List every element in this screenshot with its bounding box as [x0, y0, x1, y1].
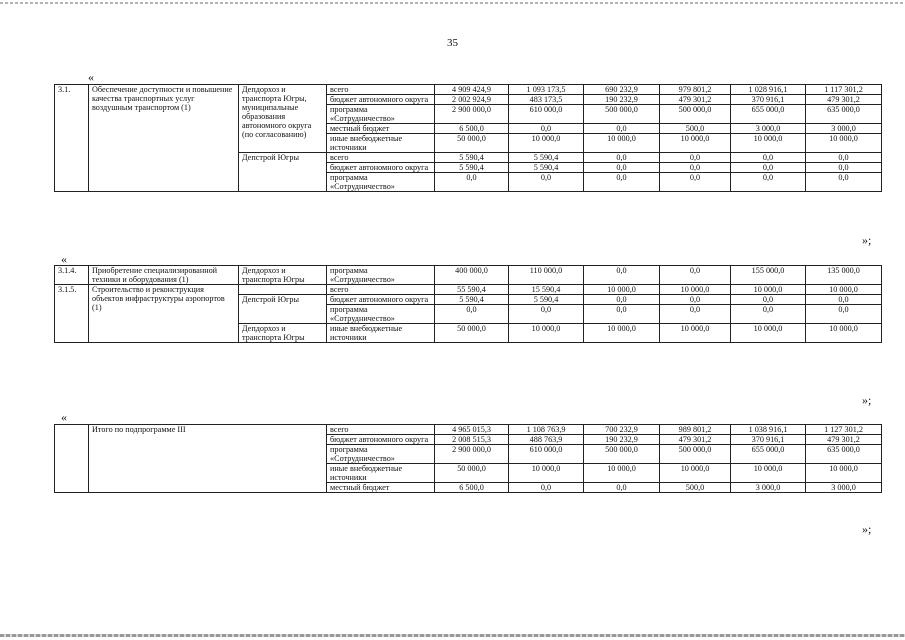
value-total: 4 965 015,3 — [435, 425, 509, 435]
executor-cell: Депстрой Югры — [239, 295, 327, 324]
value-year-1: 0,0 — [509, 483, 584, 493]
subprogram-table-section-3-1-4 — [54, 265, 882, 343]
executor-cell: Депдорхоз и транспорта Югры, муниципальные образования автономного округа (по согласованию) — [239, 85, 327, 153]
executor-cell: Депстрой Югры — [239, 153, 327, 192]
value-year-3: 500 000,0 — [660, 445, 731, 464]
row-code: 3.1.4. — [55, 266, 89, 285]
value-year-1: 488 763,9 — [509, 435, 584, 445]
value-year-4: 370 916,1 — [731, 95, 806, 105]
value-year-3: 10 000,0 — [660, 285, 731, 295]
value-year-1: 0,0 — [509, 124, 584, 134]
value-year-1: 610 000,0 — [509, 105, 584, 124]
value-total: 4 909 424,9 — [435, 85, 509, 95]
funding-source: бюджет автономного округа — [327, 95, 435, 105]
funding-source: программа «Сотрудничество» — [327, 266, 435, 285]
value-total: 55 590,4 — [435, 285, 509, 295]
value-year-5: 10 000,0 — [806, 285, 882, 295]
value-year-3: 0,0 — [660, 163, 731, 173]
value-year-1: 15 590,4 — [509, 285, 584, 295]
value-total: 0,0 — [435, 305, 509, 324]
total-label: Итого по подпрограмме III — [89, 425, 327, 493]
value-year-1: 5 590,4 — [509, 163, 584, 173]
value-year-2: 10 000,0 — [584, 134, 660, 153]
row-code: 3.1. — [55, 85, 89, 192]
funding-source: бюджет автономного округа — [327, 435, 435, 445]
value-year-2: 0,0 — [584, 305, 660, 324]
closing-quote: »; — [862, 233, 872, 247]
value-year-4: 0,0 — [731, 153, 806, 163]
value-total: 0,0 — [435, 173, 509, 192]
funding-source: всего — [327, 425, 435, 435]
value-year-2: 0,0 — [584, 124, 660, 134]
executor-cell: Депдорхоз и транспорта Югры — [239, 324, 327, 343]
value-year-2: 700 232,9 — [584, 425, 660, 435]
value-year-2: 500 000,0 — [584, 105, 660, 124]
funding-source: программа «Сотрудничество» — [327, 305, 435, 324]
value-year-2: 690 232,9 — [584, 85, 660, 95]
value-total: 50 000,0 — [435, 324, 509, 343]
value-year-5: 135 000,0 — [806, 266, 882, 285]
value-year-2: 10 000,0 — [584, 324, 660, 343]
value-total: 400 000,0 — [435, 266, 509, 285]
value-total: 2 900 000,0 — [435, 105, 509, 124]
value-year-4: 1 028 916,1 — [731, 85, 806, 95]
value-year-3: 500,0 — [660, 483, 731, 493]
value-year-5: 0,0 — [806, 153, 882, 163]
subprogram-table-section-3-1 — [54, 84, 882, 192]
value-year-3: 10 000,0 — [660, 464, 731, 483]
value-year-1: 1 093 173,5 — [509, 85, 584, 95]
value-year-1: 10 000,0 — [509, 134, 584, 153]
value-year-2: 190 232,9 — [584, 95, 660, 105]
value-total: 5 590,4 — [435, 295, 509, 305]
value-year-1: 5 590,4 — [509, 153, 584, 163]
value-year-4: 0,0 — [731, 173, 806, 192]
value-year-3: 0,0 — [660, 153, 731, 163]
value-year-4: 0,0 — [731, 295, 806, 305]
value-total: 50 000,0 — [435, 134, 509, 153]
row-code — [55, 425, 89, 493]
value-year-5: 0,0 — [806, 163, 882, 173]
table-row — [55, 266, 882, 285]
closing-quote: »; — [862, 393, 872, 407]
value-total: 2 002 924,9 — [435, 95, 509, 105]
table-row — [55, 425, 882, 435]
value-year-3: 0,0 — [660, 173, 731, 192]
value-total: 5 590,4 — [435, 163, 509, 173]
value-year-1: 5 590,4 — [509, 295, 584, 305]
value-year-4: 0,0 — [731, 305, 806, 324]
value-year-3: 0,0 — [660, 295, 731, 305]
value-year-4: 1 038 916,1 — [731, 425, 806, 435]
scan-top-edge — [0, 2, 905, 4]
measure-name: Обеспечение доступности и повышение качества транспортных услуг воздушным транспортом (1) — [89, 85, 239, 192]
value-year-3: 479 301,2 — [660, 435, 731, 445]
value-year-3: 500 000,0 — [660, 105, 731, 124]
value-year-5: 10 000,0 — [806, 324, 882, 343]
value-year-1: 10 000,0 — [509, 464, 584, 483]
value-year-5: 10 000,0 — [806, 134, 882, 153]
value-year-1: 110 000,0 — [509, 266, 584, 285]
value-year-5: 10 000,0 — [806, 464, 882, 483]
executor-cell: Депдорхоз и транспорта Югры — [239, 266, 327, 285]
value-year-4: 155 000,0 — [731, 266, 806, 285]
funding-source: всего — [327, 85, 435, 95]
value-year-4: 10 000,0 — [731, 134, 806, 153]
value-year-5: 1 127 301,2 — [806, 425, 882, 435]
funding-source: программа «Сотрудничество» — [327, 173, 435, 192]
funding-source: иные внебюджетные источники — [327, 464, 435, 483]
value-year-3: 979 801,2 — [660, 85, 731, 95]
value-year-5: 3 000,0 — [806, 124, 882, 134]
value-year-4: 3 000,0 — [731, 483, 806, 493]
value-year-4: 3 000,0 — [731, 124, 806, 134]
subprogram-total-table — [54, 424, 882, 493]
value-year-2: 0,0 — [584, 483, 660, 493]
table-row — [55, 285, 882, 295]
value-year-5: 635 000,0 — [806, 445, 882, 464]
value-year-1: 10 000,0 — [509, 324, 584, 343]
value-year-1: 610 000,0 — [509, 445, 584, 464]
funding-source: бюджет автономного округа — [327, 295, 435, 305]
value-year-3: 0,0 — [660, 305, 731, 324]
table-row — [55, 85, 882, 95]
value-total: 2 008 515,3 — [435, 435, 509, 445]
value-year-5: 479 301,2 — [806, 435, 882, 445]
value-year-2: 0,0 — [584, 173, 660, 192]
value-year-3: 989 801,2 — [660, 425, 731, 435]
value-year-2: 0,0 — [584, 295, 660, 305]
value-year-4: 655 000,0 — [731, 445, 806, 464]
value-year-3: 500,0 — [660, 124, 731, 134]
opening-quote: « — [88, 70, 94, 84]
value-year-4: 370 916,1 — [731, 435, 806, 445]
value-year-1: 483 173,5 — [509, 95, 584, 105]
value-year-5: 3 000,0 — [806, 483, 882, 493]
value-year-5: 479 301,2 — [806, 95, 882, 105]
value-year-4: 10 000,0 — [731, 324, 806, 343]
value-year-5: 0,0 — [806, 305, 882, 324]
row-code: 3.1.5. — [55, 285, 89, 343]
value-total: 6 500,0 — [435, 124, 509, 134]
value-year-5: 0,0 — [806, 295, 882, 305]
value-year-2: 0,0 — [584, 266, 660, 285]
opening-quote: « — [61, 252, 67, 266]
funding-source: программа «Сотрудничество» — [327, 105, 435, 124]
executor-cell — [239, 285, 327, 295]
value-year-3: 10 000,0 — [660, 324, 731, 343]
value-year-1: 0,0 — [509, 305, 584, 324]
value-total: 2 900 000,0 — [435, 445, 509, 464]
scan-bottom-edge — [0, 634, 905, 637]
value-year-1: 0,0 — [509, 173, 584, 192]
funding-source: программа «Сотрудничество» — [327, 445, 435, 464]
funding-source: всего — [327, 153, 435, 163]
funding-source: иные внебюджетные источники — [327, 134, 435, 153]
value-year-3: 479 301,2 — [660, 95, 731, 105]
value-total: 5 590,4 — [435, 153, 509, 163]
page-number: 35 — [447, 37, 458, 49]
measure-name: Строительство и реконструкция объектов инфраструктуры аэропортов (1) — [89, 285, 239, 343]
value-year-4: 655 000,0 — [731, 105, 806, 124]
value-year-4: 0,0 — [731, 163, 806, 173]
value-year-2: 0,0 — [584, 153, 660, 163]
funding-source: бюджет автономного округа — [327, 163, 435, 173]
value-year-3: 10 000,0 — [660, 134, 731, 153]
funding-source: местный бюджет — [327, 483, 435, 493]
measure-name: Приобретение специализированной техники и оборудования (1) — [89, 266, 239, 285]
value-year-4: 10 000,0 — [731, 464, 806, 483]
value-year-3: 0,0 — [660, 266, 731, 285]
funding-source: всего — [327, 285, 435, 295]
value-year-1: 1 108 763,9 — [509, 425, 584, 435]
value-year-2: 500 000,0 — [584, 445, 660, 464]
closing-quote: »; — [862, 522, 872, 536]
funding-source: местный бюджет — [327, 124, 435, 134]
value-year-5: 1 117 301,2 — [806, 85, 882, 95]
value-year-2: 10 000,0 — [584, 285, 660, 295]
opening-quote: « — [61, 410, 67, 424]
value-year-2: 190 232,9 — [584, 435, 660, 445]
value-year-4: 10 000,0 — [731, 285, 806, 295]
value-year-5: 635 000,0 — [806, 105, 882, 124]
value-year-5: 0,0 — [806, 173, 882, 192]
funding-source: иные внебюджетные источники — [327, 324, 435, 343]
value-total: 50 000,0 — [435, 464, 509, 483]
value-total: 6 500,0 — [435, 483, 509, 493]
value-year-2: 0,0 — [584, 163, 660, 173]
value-year-2: 10 000,0 — [584, 464, 660, 483]
